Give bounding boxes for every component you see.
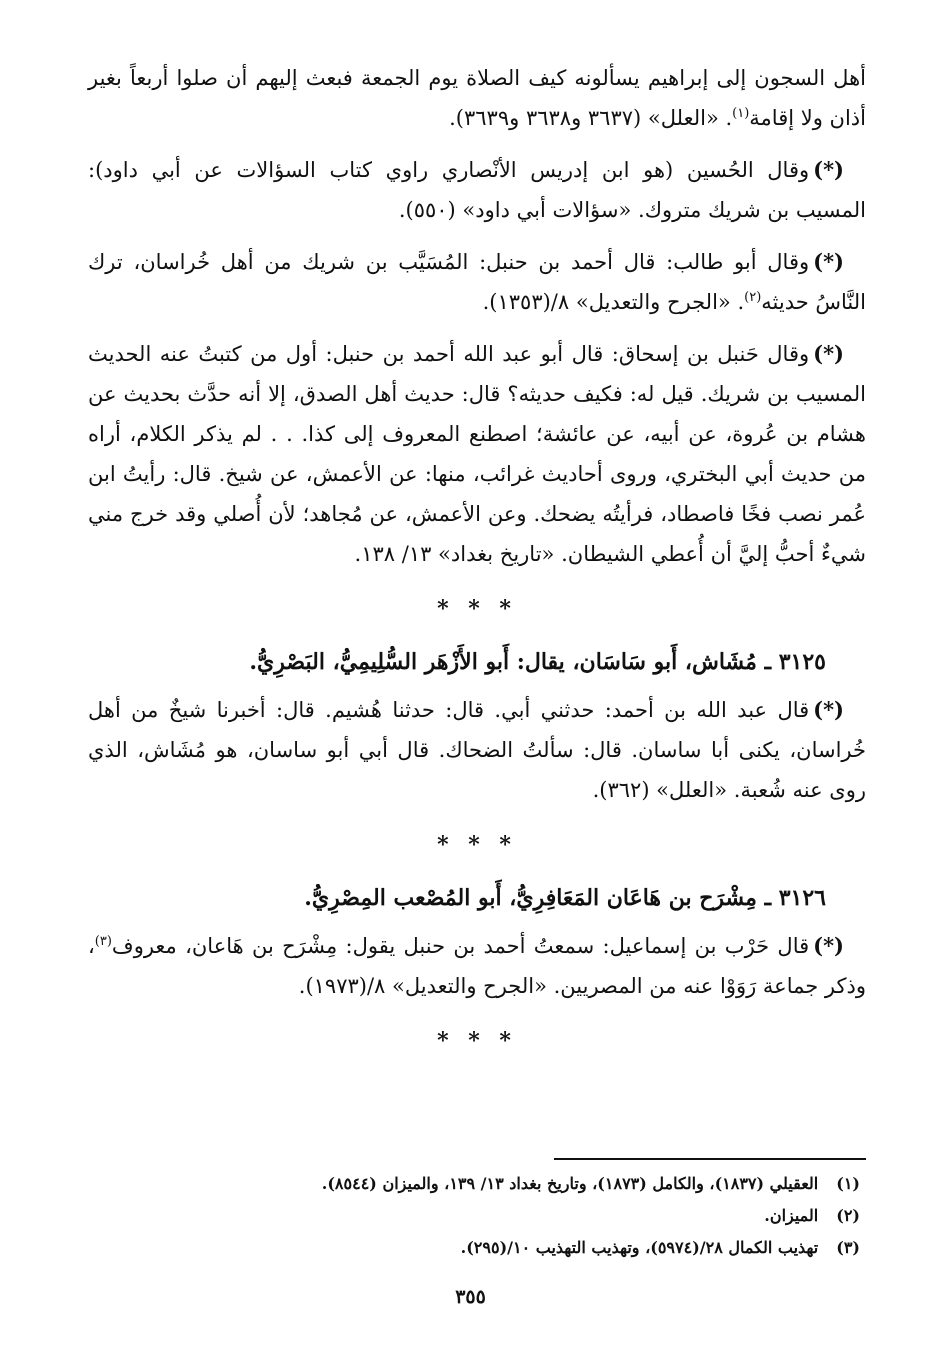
paragraph-text: قال حَرْب بن إسماعيل: سمعتُ أحمد بن حنبل يقول: مِشْرَح بن هَاعان، معروف: [111, 934, 810, 958]
asterisk-marker: (*): [813, 933, 844, 958]
paragraph-abu-talib: [88, 242, 866, 322]
footnote-number: (١): [836, 1174, 860, 1193]
paragraph-text: قال عبد الله بن أحمد: حدثني أبي. قال: حدثنا هُشيم. قال: أخبرنا شيخٌ من أهل خُراسان، يكنى أبا ساسان. قال: سألتُ الضحاك. قال أبي أبو ساسان، هو مُشَاش، الذي روى عنه شُعبة.: [88, 698, 866, 802]
footnote-number: (٢): [836, 1206, 860, 1225]
asterisk-marker: (*): [813, 697, 844, 722]
paragraph-hanbal: [88, 334, 866, 574]
entry-heading-3126: ٣١٢٦ ـ مِشْرَح بن هَاعَان المَعَافِرِيُّ، أَبو المُصْعب المِصْرِيُّ.: [304, 885, 826, 911]
footnotes-section: [88, 1158, 866, 1264]
footnote-ref[interactable]: (٢): [744, 290, 762, 305]
book-page: [88, 58, 866, 1348]
asterisk-marker: (*): [813, 249, 844, 274]
footnote-text: تهذيب الكمال ٢٨/(٥٩٧٤)، وتهذيب التهذيب ١٠/(٢٩٥).: [460, 1238, 819, 1257]
footnote-divider: [554, 1158, 866, 1160]
page-number: ٣٥٥: [455, 1286, 486, 1308]
paragraph-text: وقال أبو طالب: قال أحمد بن حنبل: المُسَيَّب بن شريك من أهل خُراسان، ترك النَّاسُ حديثه: [88, 250, 866, 314]
section-separator: * * *: [437, 1028, 517, 1054]
asterisk-marker: (*): [813, 341, 844, 366]
citation: «تاريخ بغداد» ١٣/ ١٣٨.: [354, 542, 555, 566]
citation: «سؤالات أبي داود» (٥٥٠).: [398, 198, 632, 222]
entry-heading-3125: ٣١٢٥ ـ مُشَاش، أَبو سَاسَان، يقال: أَبو الأَزْهَر السُّلِيمِيُّ، البَصْرِيُّ.: [249, 649, 826, 675]
entry-body-3126: [88, 926, 866, 1006]
paragraph-text: أهل السجون إلى إبراهيم يسألونه كيف الصلاة يوم الجمعة فبعث إليهم أن صلوا أربعاً بغير أذان ولا إقامة: [88, 66, 866, 130]
paragraph-continuation: [88, 58, 866, 138]
paragraph-text: وقال الحُسين (هو ابن إدريس الأنْصاري راوي كتاب السؤالات عن أبي داود): المسيب بن شريك متروك.: [88, 158, 866, 222]
footnote-item: [88, 1200, 866, 1232]
section-separator: * * *: [437, 596, 517, 622]
paragraph-text: وقال حَنبل بن إسحاق: قال أبو عبد الله أحمد بن حنبل: أول من كتبتُ عنه الحديث المسيب بن شريك. قيل له: فكيف حديثه؟ قال: حديث أهل الصدق، إلا أنه حدَّث بحديث عن هشام بن عُروة، عن أبيه، عن عائشة؛ اصطنع المعروف إلى كذا. . . لم يذكر الكلام، أراه من حديث أبي البختري، وروى أحاديث غرائب، منها: عن الأعمش، عن شيخ. قال: رأيتُ ابن عُمر نصب فخًا فاصطاد، فرأيتُه يضحك. وعن الأعمش، عن مُجاهد؛ لأن أُصلي وقد خرج مني شيءٌ أحبُّ إليَّ أن أُعطي الشيطان.: [88, 342, 866, 566]
entry-body-3125: [88, 690, 866, 810]
citation: ، وذكر جماعة رَوَوْا عنه من المصريين. «الجرح والتعديل» ٨/(١٩٧٣).: [88, 934, 866, 998]
asterisk-marker: (*): [813, 157, 844, 182]
footnote-ref[interactable]: (٣): [94, 934, 112, 949]
footnote-number: (٣): [836, 1238, 860, 1257]
citation: «العلل» (٣٦٢).: [592, 778, 728, 802]
footnote-item: [88, 1232, 866, 1264]
footnote-text: الميزان.: [764, 1206, 819, 1225]
paragraph-husain: [88, 150, 866, 230]
citation: . «العلل» (٣٦٣٧ و٣٦٣٨ و٣٦٣٩).: [449, 106, 733, 130]
footnote-item: [88, 1168, 866, 1200]
footnote-ref[interactable]: (١): [732, 106, 750, 121]
footnote-text: العقيلي (١٨٣٧)، والكامل (١٨٧٣)، وتاريخ بغداد ١٣/ ١٣٩، والميزان (٨٥٤٤).: [321, 1174, 819, 1193]
citation: . «الجرح والتعديل» ٨/(١٣٥٣).: [482, 290, 745, 314]
section-separator: * * *: [437, 832, 517, 858]
